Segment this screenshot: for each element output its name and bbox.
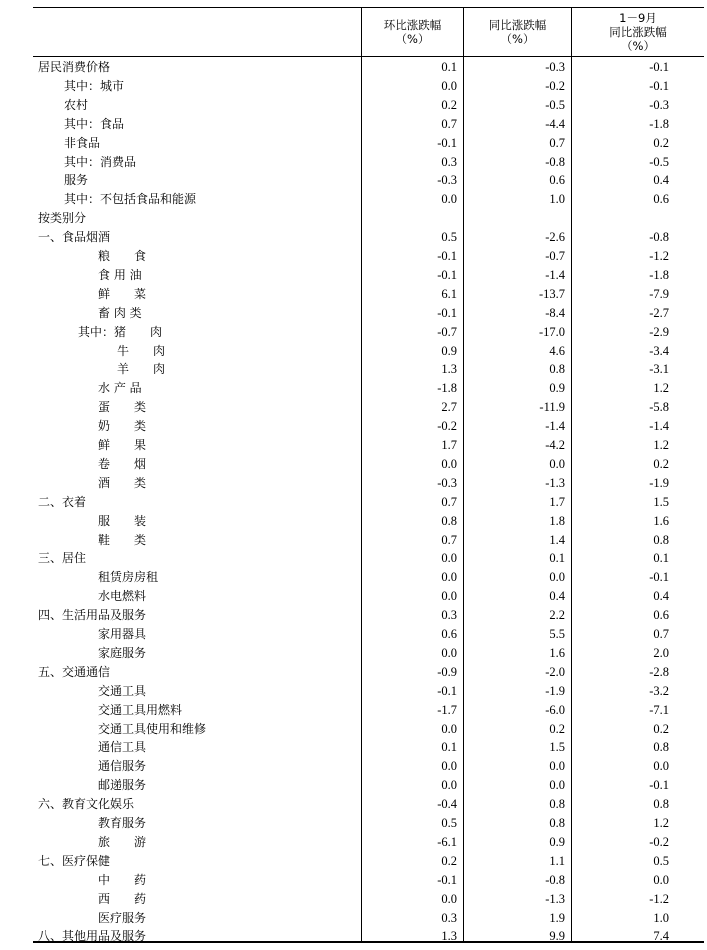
mom-value: -0.1: [437, 683, 457, 698]
table-row: [33, 96, 704, 115]
yoy-value: -1.4: [545, 419, 565, 434]
header-ytd-line: 1－9月: [619, 10, 657, 25]
ytd-value: 0.4: [653, 589, 669, 604]
table-row: [33, 720, 704, 739]
table-row: [33, 360, 704, 379]
ytd-value: 0.0: [653, 759, 669, 774]
header-ytd-line: 同比涨跌幅: [609, 24, 667, 39]
mom-value: 0.0: [441, 645, 457, 660]
row-label: 四、生活用品及服务: [38, 608, 147, 623]
header-ytd: [572, 7, 704, 56]
yoy-value: -0.8: [545, 872, 565, 887]
yoy-value: 0.0: [549, 456, 565, 471]
row-label: 一、食品烟酒: [38, 230, 111, 245]
row-label: 三、居住: [38, 551, 87, 566]
table-row: [33, 814, 704, 833]
yoy-value: -0.3: [545, 60, 565, 74]
ytd-value: -0.1: [649, 778, 669, 793]
mom-value: 2.7: [441, 400, 457, 415]
table-row: [33, 115, 704, 134]
row-label: 交通工具使用和维修: [98, 721, 207, 736]
table-row: [33, 455, 704, 474]
row-label: 医疗服务: [98, 910, 147, 925]
yoy-value: 9.9: [549, 929, 565, 944]
mom-value: 0.2: [441, 97, 457, 112]
row-label: 八、其他用品及服务: [38, 929, 147, 944]
mom-value: 0.0: [441, 589, 457, 604]
cpi-table: [33, 7, 704, 943]
mom-value: -0.3: [437, 173, 457, 188]
ytd-value: 0.1: [653, 551, 669, 566]
mom-value: 0.9: [441, 343, 457, 358]
yoy-value: 0.2: [549, 721, 565, 736]
ytd-value: -3.4: [649, 343, 669, 358]
ytd-value: -3.2: [649, 683, 669, 698]
header-mom: [362, 7, 463, 56]
table-row: [33, 738, 704, 757]
mom-value: 0.0: [441, 192, 457, 207]
ytd-value: [571, 209, 669, 228]
mom-value: 0.5: [441, 816, 457, 830]
row-label: 六、教育文化娱乐: [38, 797, 135, 812]
yoy-value: -13.7: [538, 286, 565, 301]
ytd-value: -0.2: [649, 834, 669, 849]
mom-value: 0.3: [441, 154, 457, 169]
ytd-value: 0.5: [653, 853, 669, 868]
table-row: [33, 436, 704, 455]
row-label: 服务: [64, 173, 89, 188]
table-row: [33, 77, 704, 96]
yoy-value: 1.6: [549, 645, 565, 660]
row-label: 西 药: [98, 891, 147, 906]
yoy-value: 0.0: [549, 570, 565, 585]
yoy-value: 0.0: [549, 759, 565, 774]
mom-value: 0.1: [441, 60, 457, 74]
ytd-value: -1.9: [649, 475, 669, 490]
mom-value: 0.7: [441, 116, 457, 131]
ytd-value: 1.2: [653, 438, 669, 452]
ytd-value: 0.2: [653, 456, 669, 471]
yoy-value: 0.9: [549, 381, 565, 396]
header-ytd-line: （%）: [621, 38, 655, 53]
ytd-value: 0.4: [653, 173, 669, 188]
ytd-value: -1.4: [649, 419, 669, 434]
mom-value: -0.4: [437, 797, 457, 812]
yoy-value: -11.9: [539, 400, 565, 415]
yoy-value: 1.9: [549, 910, 565, 925]
yoy-value: 1.4: [549, 532, 565, 547]
mom-value: 0.0: [441, 721, 457, 736]
mom-value: 0.0: [441, 759, 457, 774]
mom-value: 0.0: [441, 456, 457, 471]
mom-value: -0.3: [437, 475, 457, 490]
header-bottom-rule: [33, 56, 704, 57]
yoy-value: 5.5: [549, 627, 565, 641]
yoy-value: 2.2: [549, 608, 565, 623]
row-label: 租赁房房租: [98, 570, 159, 585]
table-row: [33, 625, 704, 644]
ytd-value: -5.8: [649, 400, 669, 415]
mom-value: -6.1: [437, 834, 457, 849]
yoy-value: 0.7: [549, 135, 565, 150]
table-row: [33, 512, 704, 531]
row-label: 家庭服务: [98, 645, 147, 660]
mom-value: 1.3: [441, 929, 457, 944]
yoy-value: -0.2: [545, 78, 565, 93]
mom-value: -0.1: [437, 135, 457, 150]
mom-value: 0.0: [441, 551, 457, 566]
ytd-value: -0.1: [649, 570, 669, 585]
ytd-value: -7.9: [649, 286, 669, 301]
table-row: [33, 342, 704, 361]
table-row: [33, 379, 704, 398]
header-yoy: [464, 7, 571, 56]
table-row: [33, 209, 704, 228]
table-row: [33, 852, 704, 871]
yoy-value: -4.4: [545, 116, 565, 131]
mom-value: -0.1: [437, 249, 457, 263]
table-row: [33, 644, 704, 663]
row-label: 牛 肉: [117, 343, 166, 358]
table-row: [33, 549, 704, 568]
yoy-value: -6.0: [545, 702, 565, 717]
ytd-value: 0.2: [653, 135, 669, 150]
yoy-value: -8.4: [545, 305, 565, 320]
yoy-value: 1.7: [549, 494, 565, 509]
mom-value: 0.0: [441, 891, 457, 906]
row-label: 七、医疗保健: [38, 853, 111, 868]
row-label: 中 药: [98, 872, 147, 887]
yoy-value: 0.8: [549, 816, 565, 830]
ytd-value: -0.8: [649, 230, 669, 245]
table-row: [33, 871, 704, 890]
table-row: [33, 568, 704, 587]
header-yoy-line: 同比涨跌幅: [488, 17, 547, 32]
yoy-value: 0.8: [549, 797, 565, 812]
row-label: 旅 游: [98, 834, 147, 849]
ytd-value: 0.2: [653, 721, 669, 736]
mom-value: 0.6: [441, 627, 457, 641]
row-label: 其中：城市: [64, 78, 125, 93]
table-row: [33, 398, 704, 417]
mom-value: 0.7: [441, 494, 457, 509]
yoy-value: 0.6: [549, 173, 565, 188]
table-row: [33, 153, 704, 172]
row-label: 服 装: [98, 513, 147, 528]
mom-value: 0.8: [441, 513, 457, 528]
table-row: [33, 795, 704, 814]
ytd-value: -2.9: [649, 324, 669, 339]
yoy-value: -17.0: [538, 324, 565, 339]
table-row: [33, 323, 704, 342]
row-label: 卷 烟: [98, 456, 147, 471]
yoy-value: -2.6: [545, 230, 565, 245]
table-row: [33, 134, 704, 153]
table-row: [33, 606, 704, 625]
table-row: [33, 247, 704, 266]
ytd-value: -0.3: [649, 97, 669, 112]
yoy-value: [463, 209, 565, 228]
mom-value: 0.0: [441, 78, 457, 93]
yoy-value: -0.5: [545, 97, 565, 112]
mom-value: 0.5: [441, 230, 457, 245]
header-mom-line: 环比涨跌幅: [383, 17, 442, 32]
ytd-value: 0.7: [653, 627, 669, 641]
ytd-value: -2.7: [649, 305, 669, 320]
mom-value: -0.1: [437, 305, 457, 320]
mom-value: 0.0: [441, 778, 457, 793]
row-label: 食 用 油: [98, 267, 142, 282]
row-label: 交通工具: [98, 683, 147, 698]
ytd-value: 1.5: [653, 494, 669, 509]
yoy-value: -0.7: [545, 249, 565, 263]
row-label: 其中：猪 肉: [78, 324, 163, 339]
yoy-value: -1.4: [545, 267, 565, 282]
row-label: 其中：不包括食品和能源: [64, 192, 197, 207]
ytd-value: 1.0: [653, 910, 669, 925]
table-row: [33, 493, 704, 512]
mom-value: -0.2: [437, 419, 457, 434]
table-row: [33, 228, 704, 247]
mom-value: 0.2: [441, 853, 457, 868]
table-row: [33, 909, 704, 928]
row-label: 通信服务: [98, 759, 147, 774]
row-label: 五、交通通信: [38, 664, 111, 679]
ytd-value: -0.1: [649, 60, 669, 74]
ytd-value: -1.8: [649, 116, 669, 131]
ytd-value: 1.2: [653, 381, 669, 396]
yoy-value: -1.3: [545, 891, 565, 906]
yoy-value: 4.6: [549, 343, 565, 358]
table-row: [33, 663, 704, 682]
yoy-value: 1.8: [549, 513, 565, 528]
ytd-value: 0.8: [653, 532, 669, 547]
mom-value: 1.3: [441, 362, 457, 377]
header-yoy-line: （%）: [500, 31, 535, 46]
row-label: 其中：食品: [64, 116, 125, 131]
yoy-value: 0.8: [549, 362, 565, 377]
mom-value: 0.7: [441, 532, 457, 547]
table-row: [33, 587, 704, 606]
mom-value: -1.7: [437, 702, 457, 717]
mom-value: -0.9: [437, 664, 457, 679]
table-row: [33, 531, 704, 550]
mom-value: -0.1: [437, 872, 457, 887]
mom-value: -0.1: [437, 267, 457, 282]
row-label: 奶 类: [98, 419, 147, 434]
yoy-value: -2.0: [545, 664, 565, 679]
mom-value: -1.8: [437, 381, 457, 396]
row-label: 鲜 菜: [98, 286, 147, 301]
yoy-value: 0.1: [549, 551, 565, 566]
ytd-value: 0.6: [653, 192, 669, 207]
row-label: 其中：消费品: [64, 154, 137, 169]
ytd-value: -1.2: [649, 249, 669, 263]
ytd-value: -1.8: [649, 267, 669, 282]
row-label: 交通工具用燃料: [98, 702, 183, 717]
mom-value: 0.3: [441, 910, 457, 925]
ytd-value: -1.2: [649, 891, 669, 906]
row-label: 酒 类: [98, 475, 147, 490]
table-row: [33, 171, 704, 190]
mom-value: 0.3: [441, 608, 457, 623]
yoy-value: -1.3: [545, 475, 565, 490]
mom-value: 0.1: [441, 740, 457, 755]
row-label: 鲜 果: [98, 438, 147, 452]
header-mom-line: （%）: [395, 31, 430, 46]
row-label: 居民消费价格: [38, 60, 111, 74]
table-row: [33, 474, 704, 493]
table-row: [33, 266, 704, 285]
ytd-value: 0.6: [653, 608, 669, 623]
row-label: 羊 肉: [117, 362, 166, 377]
ytd-value: 7.4: [653, 929, 669, 944]
table-row: [33, 682, 704, 701]
ytd-value: 0.0: [653, 872, 669, 887]
table-row: [33, 776, 704, 795]
row-label: 粮 食: [98, 249, 147, 263]
table-row: [33, 417, 704, 436]
row-label: 教育服务: [98, 816, 147, 830]
yoy-value: 1.0: [549, 192, 565, 207]
mom-value: 0.0: [441, 570, 457, 585]
row-label: 家用器具: [98, 627, 147, 641]
mom-value: [361, 209, 457, 228]
ytd-value: -0.5: [649, 154, 669, 169]
yoy-value: 1.1: [549, 853, 565, 868]
row-label: 农村: [64, 97, 89, 112]
ytd-value: 2.0: [653, 645, 669, 660]
yoy-value: -0.8: [545, 154, 565, 169]
ytd-value: 0.8: [653, 740, 669, 755]
row-label: 邮递服务: [98, 778, 147, 793]
table-row: [33, 833, 704, 852]
yoy-value: -1.9: [545, 683, 565, 698]
ytd-value: 1.2: [653, 816, 669, 830]
table-row: [33, 285, 704, 304]
yoy-value: 0.9: [549, 834, 565, 849]
row-label: 按类别分: [38, 211, 87, 226]
table-row: [33, 757, 704, 776]
yoy-value: 0.0: [549, 778, 565, 793]
mom-value: 1.7: [441, 438, 457, 452]
mom-value: -0.7: [437, 324, 457, 339]
row-label: 通信工具: [98, 740, 147, 755]
row-label: 非食品: [64, 135, 101, 150]
yoy-value: -4.2: [545, 438, 565, 452]
yoy-value: 1.5: [549, 740, 565, 755]
row-label: 二、衣着: [38, 494, 87, 509]
table-row: [33, 890, 704, 909]
table-row: [33, 190, 704, 209]
table-row: [33, 701, 704, 720]
row-label: 蛋 类: [98, 400, 147, 415]
table-row: [33, 927, 704, 946]
table-row: [33, 58, 704, 77]
ytd-value: -0.1: [649, 78, 669, 93]
ytd-value: 0.8: [653, 797, 669, 812]
row-label: 畜 肉 类: [98, 305, 142, 320]
row-label: 鞋 类: [98, 532, 147, 547]
ytd-value: -3.1: [649, 362, 669, 377]
ytd-value: 1.6: [653, 513, 669, 528]
ytd-value: -2.8: [649, 664, 669, 679]
yoy-value: 0.4: [549, 589, 565, 604]
mom-value: 6.1: [441, 286, 457, 301]
row-label: 水 产 品: [98, 381, 142, 396]
row-label: 水电燃料: [98, 589, 147, 604]
table-row: [33, 304, 704, 323]
ytd-value: -7.1: [649, 702, 669, 717]
